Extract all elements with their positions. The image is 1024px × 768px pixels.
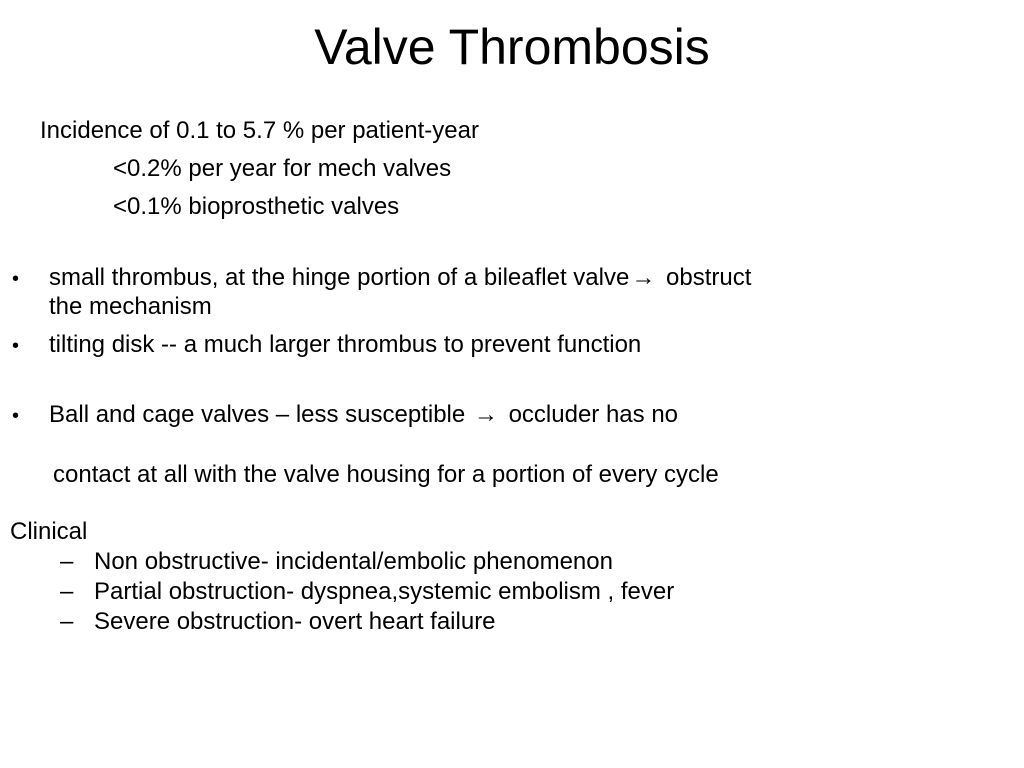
bullet-1-line-1 [49,263,751,293]
dash-icon: – [60,548,74,575]
bullet-2-text: tilting disk -- a much larger thrombus to prevent function [49,331,642,358]
slide-title: Valve Thrombosis [314,19,710,75]
incidence-mech: <0.2% per year for mech valves [113,155,452,182]
bullet-icon: • [12,405,20,427]
dash-icon: – [60,608,74,635]
incidence-bio: <0.1% bioprosthetic valves [113,193,400,220]
bullet-3-text-after: occluder has no [501,401,679,428]
bullet-1-text-after: obstruct [659,264,752,291]
incidence-main: Incidence of 0.1 to 5.7 % per patient-year [40,117,479,144]
clinical-item-1: Non obstructive- incidental/embolic phenomenon [94,548,613,575]
bullet-1-line-2: the mechanism [49,293,212,320]
dash-icon: – [60,578,74,605]
clinical-item-3: Severe obstruction- overt heart failure [94,608,496,635]
arrow-right-icon: → [473,401,498,428]
clinical-heading: Clinical [10,518,88,545]
bullet-3-line-1 [49,400,678,430]
arrow-right-icon: → [631,264,656,291]
bullet-3-line-2: contact at all with the valve housing for a portion of every cycle [53,461,719,488]
bullet-1-text-before: small thrombus, at the hinge portion of a bileaflet valve [49,264,630,291]
bullet-3-text-before: Ball and cage valves – less susceptible [49,401,472,428]
bullet-icon: • [12,335,20,357]
clinical-item-2: Partial obstruction- dyspnea,systemic embolism , fever [94,578,675,605]
bullet-icon: • [12,268,20,290]
